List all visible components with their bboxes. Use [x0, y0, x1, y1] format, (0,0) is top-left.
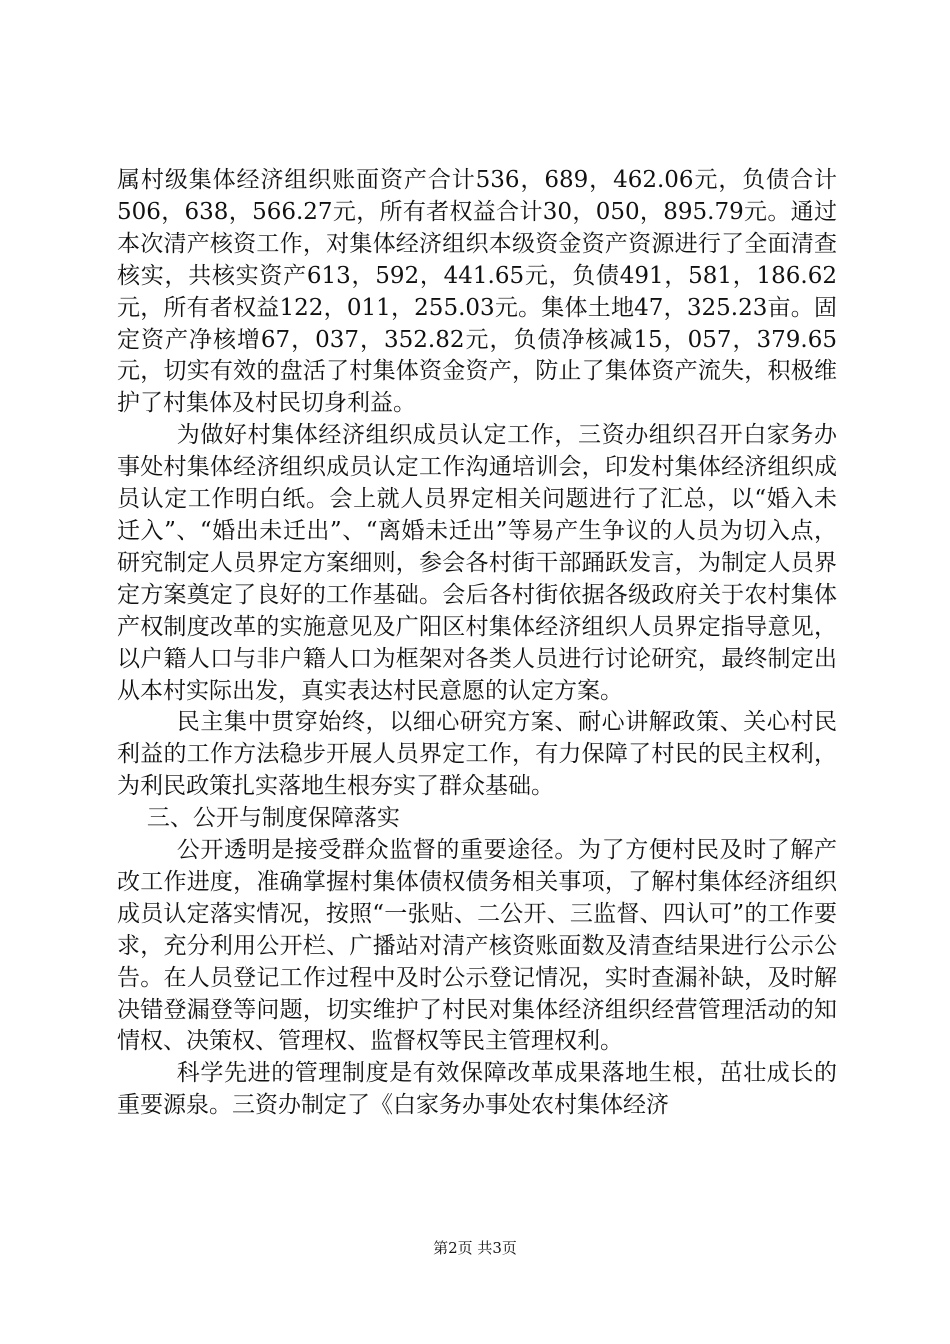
- paragraph-member-identification: 为做好村集体经济组织成员认定工作，三资办组织召开白家务办事处村集体经济组织成员认定工作沟通培训会，印发村集体经济组织成员认定工作明白纸。会上就人员界定相关问题进行了汇总，以“婚入未迁入”、“婚出未迁出”、“离婚未迁出”等易产生争议的人员为切入点，研究制定人员界定方案细则，参会各村街干部踊跃发言，为制定人员界定方案奠定了良好的工作基础。会后各村街依据各级政府关于农村集体产权制度改革的实施意见及广阳区村集体经济组织人员界定指导意见，以户籍人口与非户籍人口为框架对各类人员进行讨论研究，最终制定出从本村实际出发，真实表达村民意愿的认定方案。: [117, 422, 837, 704]
- section-heading: 三、公开与制度保障落实: [146, 805, 400, 832]
- paragraph-transparency: 公开透明是接受群众监督的重要途径。为了方便村民及时了解产改工作进度，准确掌握村集体债权债务相关事项，了解村集体经济组织成员认定落实情况，按照“一张贴、二公开、三监督、四认可”的工作要求，充分利用公开栏、广播站对清产核资账面数及清查结果进行公示公告。在人员登记工作过程中及时公示登记情况，实时查漏补缺，及时解决错登漏登等问题，切实维护了村民对集体经济组织经营管理活动的知情权、决策权、管理权、监督权等民主管理权利。: [117, 837, 837, 1055]
- document-body: [117, 165, 837, 1122]
- paragraph-democratic-centralism: 民主集中贯穿始终，以细心研究方案、耐心讲解政策、关心村民利益的工作方法稳步开展人员界定工作，有力保障了村民的民主权利，为利民政策扎实落地生根夯实了群众基础。: [117, 709, 837, 800]
- paragraph-asset-audit: 属村级集体经济组织账面资产合计536，689，462.06元，负债合计506，638，566.27元，所有者权益合计30，050，895.79元。通过本次清产核资工作，对集体经济组织本级资金资产资源进行了全面清查核实，共核实资产613，592，441.65元，负债491，581，186.62元，所有者权益122，011，255.03元。集体土地47，325.23亩。固定资产净核增67，037，352.82元，负债净核减15，057，379.65元，切实有效的盘活了村集体资金资产，防止了集体资产流失，积极维护了村集体及村民切身利益。: [117, 167, 837, 417]
- page-footer: 第2页 共3页: [433, 1239, 517, 1257]
- paragraph-management-system: 科学先进的管理制度是有效保障改革成果落地生根，茁壮成长的重要源泉。三资办制定了《白家务办事处农村集体经济: [117, 1060, 837, 1119]
